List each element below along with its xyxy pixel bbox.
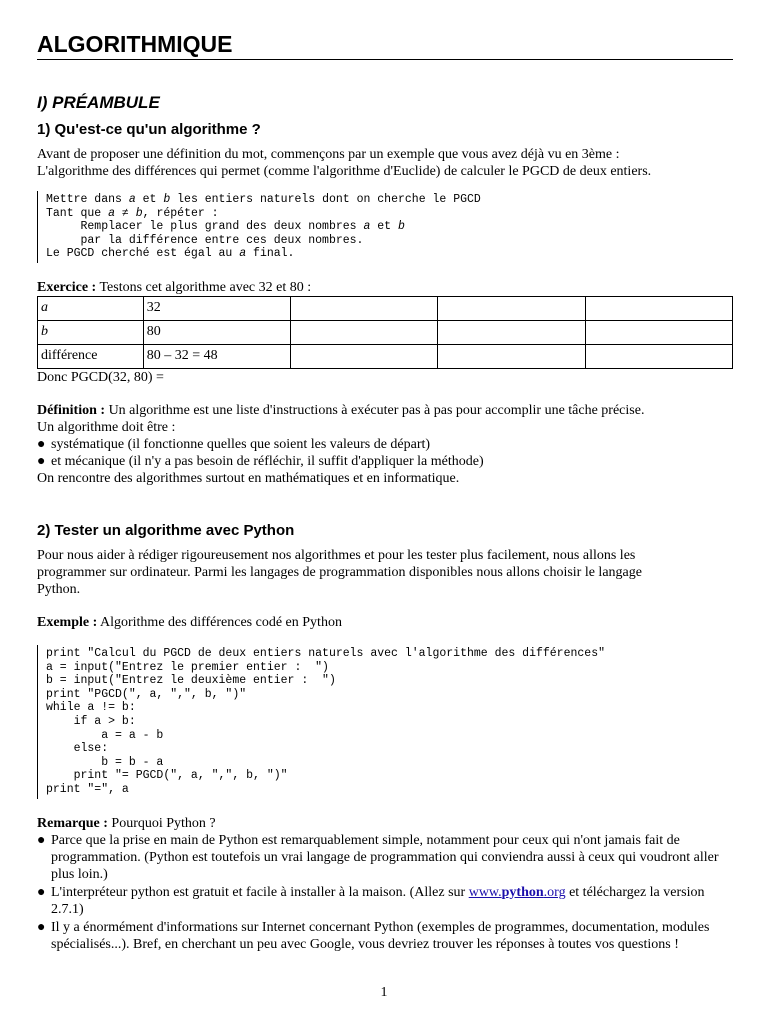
list-item: ● et mécanique (il n'y a pas besoin de réfléchir, il suffit d'appliquer la méthode) — [37, 453, 484, 469]
bullet-icon: ● — [37, 919, 46, 935]
table-cell-empty[interactable] — [291, 296, 438, 320]
table-cell-value: 80 — [143, 320, 290, 344]
list-item: ● Il y a énormément d'informations sur Internet concernant Python (exemples de programmes, documentation, modules spécialisés...). Bref, en cherchant un peu avec Google, vous devriez trouver les réponses à toutes vos questions ! — [37, 919, 710, 952]
code-line: print "= PGCD(", a, ",", b, ")" — [46, 769, 288, 783]
list-item: ● Parce que la prise en main de Python est remarquablement simple, notamment pour ceux qui n'ont jamais fait de programmation. (Python est toutefois un vrai langage de programmation qui conviendra aussi à ceux qui voudront aller plus loin.) — [37, 832, 719, 882]
table-row — [38, 344, 733, 368]
exercise-table — [37, 296, 733, 369]
code-line: b = input("Entrez le deuxième entier : ") — [46, 674, 336, 688]
exercise-line: Exercice : Testons cet algorithme avec 32 et 80 : — [37, 279, 312, 295]
python-paragraph-2: programmer sur ordinateur. Parmi les langages de programmation disponibles nous allons choisir le langage — [37, 564, 642, 580]
bullet-icon: ● — [37, 884, 46, 900]
intro-paragraph-1: Avant de proposer une définition du mot, commençons par un exemple que vous avez déjà vu en 3ème : — [37, 147, 620, 162]
example-line: Exemple : Algorithme des différences codé en Python — [37, 614, 342, 630]
code-line: print "=", a — [46, 782, 129, 796]
intro-paragraph-2: L'algorithme des différences qui permet (comme l'algorithme d'Euclide) de calculer le PGCD de deux entiers. — [37, 164, 652, 179]
code-line: b = b - a — [46, 755, 164, 769]
requirements-list — [37, 436, 733, 470]
algorithm-pseudocode: Mettre dans a et b les entiers naturels dont on cherche le PGCD Tant que a ≠ b, répéter : Remplacer le plus grand des deux nombres a et b par la différence entre ces deux nombres. Le PGCD cherché est égal au a final. — [37, 191, 733, 263]
table-cell-empty[interactable] — [438, 296, 585, 320]
subsection-python-title: 2) Tester un algorithme avec Python — [37, 521, 295, 539]
list-item: ● systématique (il fonctionne quelles que soient les valeurs de départ) — [37, 436, 431, 452]
bullet-icon: ● — [37, 832, 46, 848]
python-website-link[interactable]: www.python.org — [468, 884, 566, 900]
usage-line: On rencontre des algorithmes surtout en mathématiques et en informatique. — [37, 470, 460, 486]
table-cell-label: b — [38, 320, 144, 344]
remarks-list — [37, 832, 733, 953]
python-code-block — [37, 645, 733, 799]
pgcd-result-line: Donc PGCD(32, 80) = — [37, 369, 164, 385]
section-preambule-title: I) PRÉAMBULE — [37, 93, 160, 112]
must-be-line: Un algorithme doit être : — [37, 419, 176, 435]
table-cell-label: différence — [38, 344, 144, 368]
page-number: 1 — [380, 985, 388, 1000]
code-line: a = input("Entrez le premier entier : ") — [46, 660, 329, 674]
table-cell-empty[interactable] — [585, 344, 732, 368]
python-paragraph-3: Python. — [37, 581, 81, 597]
document-page — [37, 30, 733, 954]
code-line: else: — [46, 742, 109, 756]
table-cell-empty[interactable] — [291, 344, 438, 368]
definition-line: Définition : Un algorithme est une liste d'instructions à exécuter pas à pas pour accomplir une tâche précise. — [37, 402, 645, 418]
table-cell-value: 80 – 32 = 48 — [143, 344, 290, 368]
table-cell-empty[interactable] — [585, 320, 732, 344]
code-line: a = a - b — [46, 728, 164, 742]
table-row — [38, 320, 733, 344]
code-line: while a != b: — [46, 701, 136, 715]
python-paragraph-1: Pour nous aider à rédiger rigoureusement nos algorithmes et pour les tester plus facilement, nous allons les — [37, 547, 636, 563]
code-line: print "PGCD(", a, ",", b, ")" — [46, 687, 247, 701]
table-cell-label: a — [38, 296, 144, 320]
bullet-icon: ● — [37, 453, 46, 469]
code-line: print "Calcul du PGCD de deux entiers naturels avec l'algorithme des différences" — [46, 646, 605, 660]
table-cell-empty[interactable] — [585, 296, 732, 320]
table-cell-empty[interactable] — [291, 320, 438, 344]
table-cell-empty[interactable] — [438, 320, 585, 344]
remark-line: Remarque : Pourquoi Python ? — [37, 815, 216, 831]
document-title: ALGORITHMIQUE — [37, 30, 733, 60]
list-item: ● L'interpréteur python est gratuit et facile à installer à la maison. (Allez sur www.python.org et téléchargez la version 2.7.1) — [37, 884, 705, 917]
bullet-icon: ● — [37, 436, 46, 452]
table-row — [38, 296, 733, 320]
code-line: if a > b: — [46, 714, 136, 728]
table-cell-value: 32 — [143, 296, 290, 320]
subsection-definition-title: 1) Qu'est-ce qu'un algorithme ? — [37, 121, 261, 138]
table-cell-empty[interactable] — [438, 344, 585, 368]
